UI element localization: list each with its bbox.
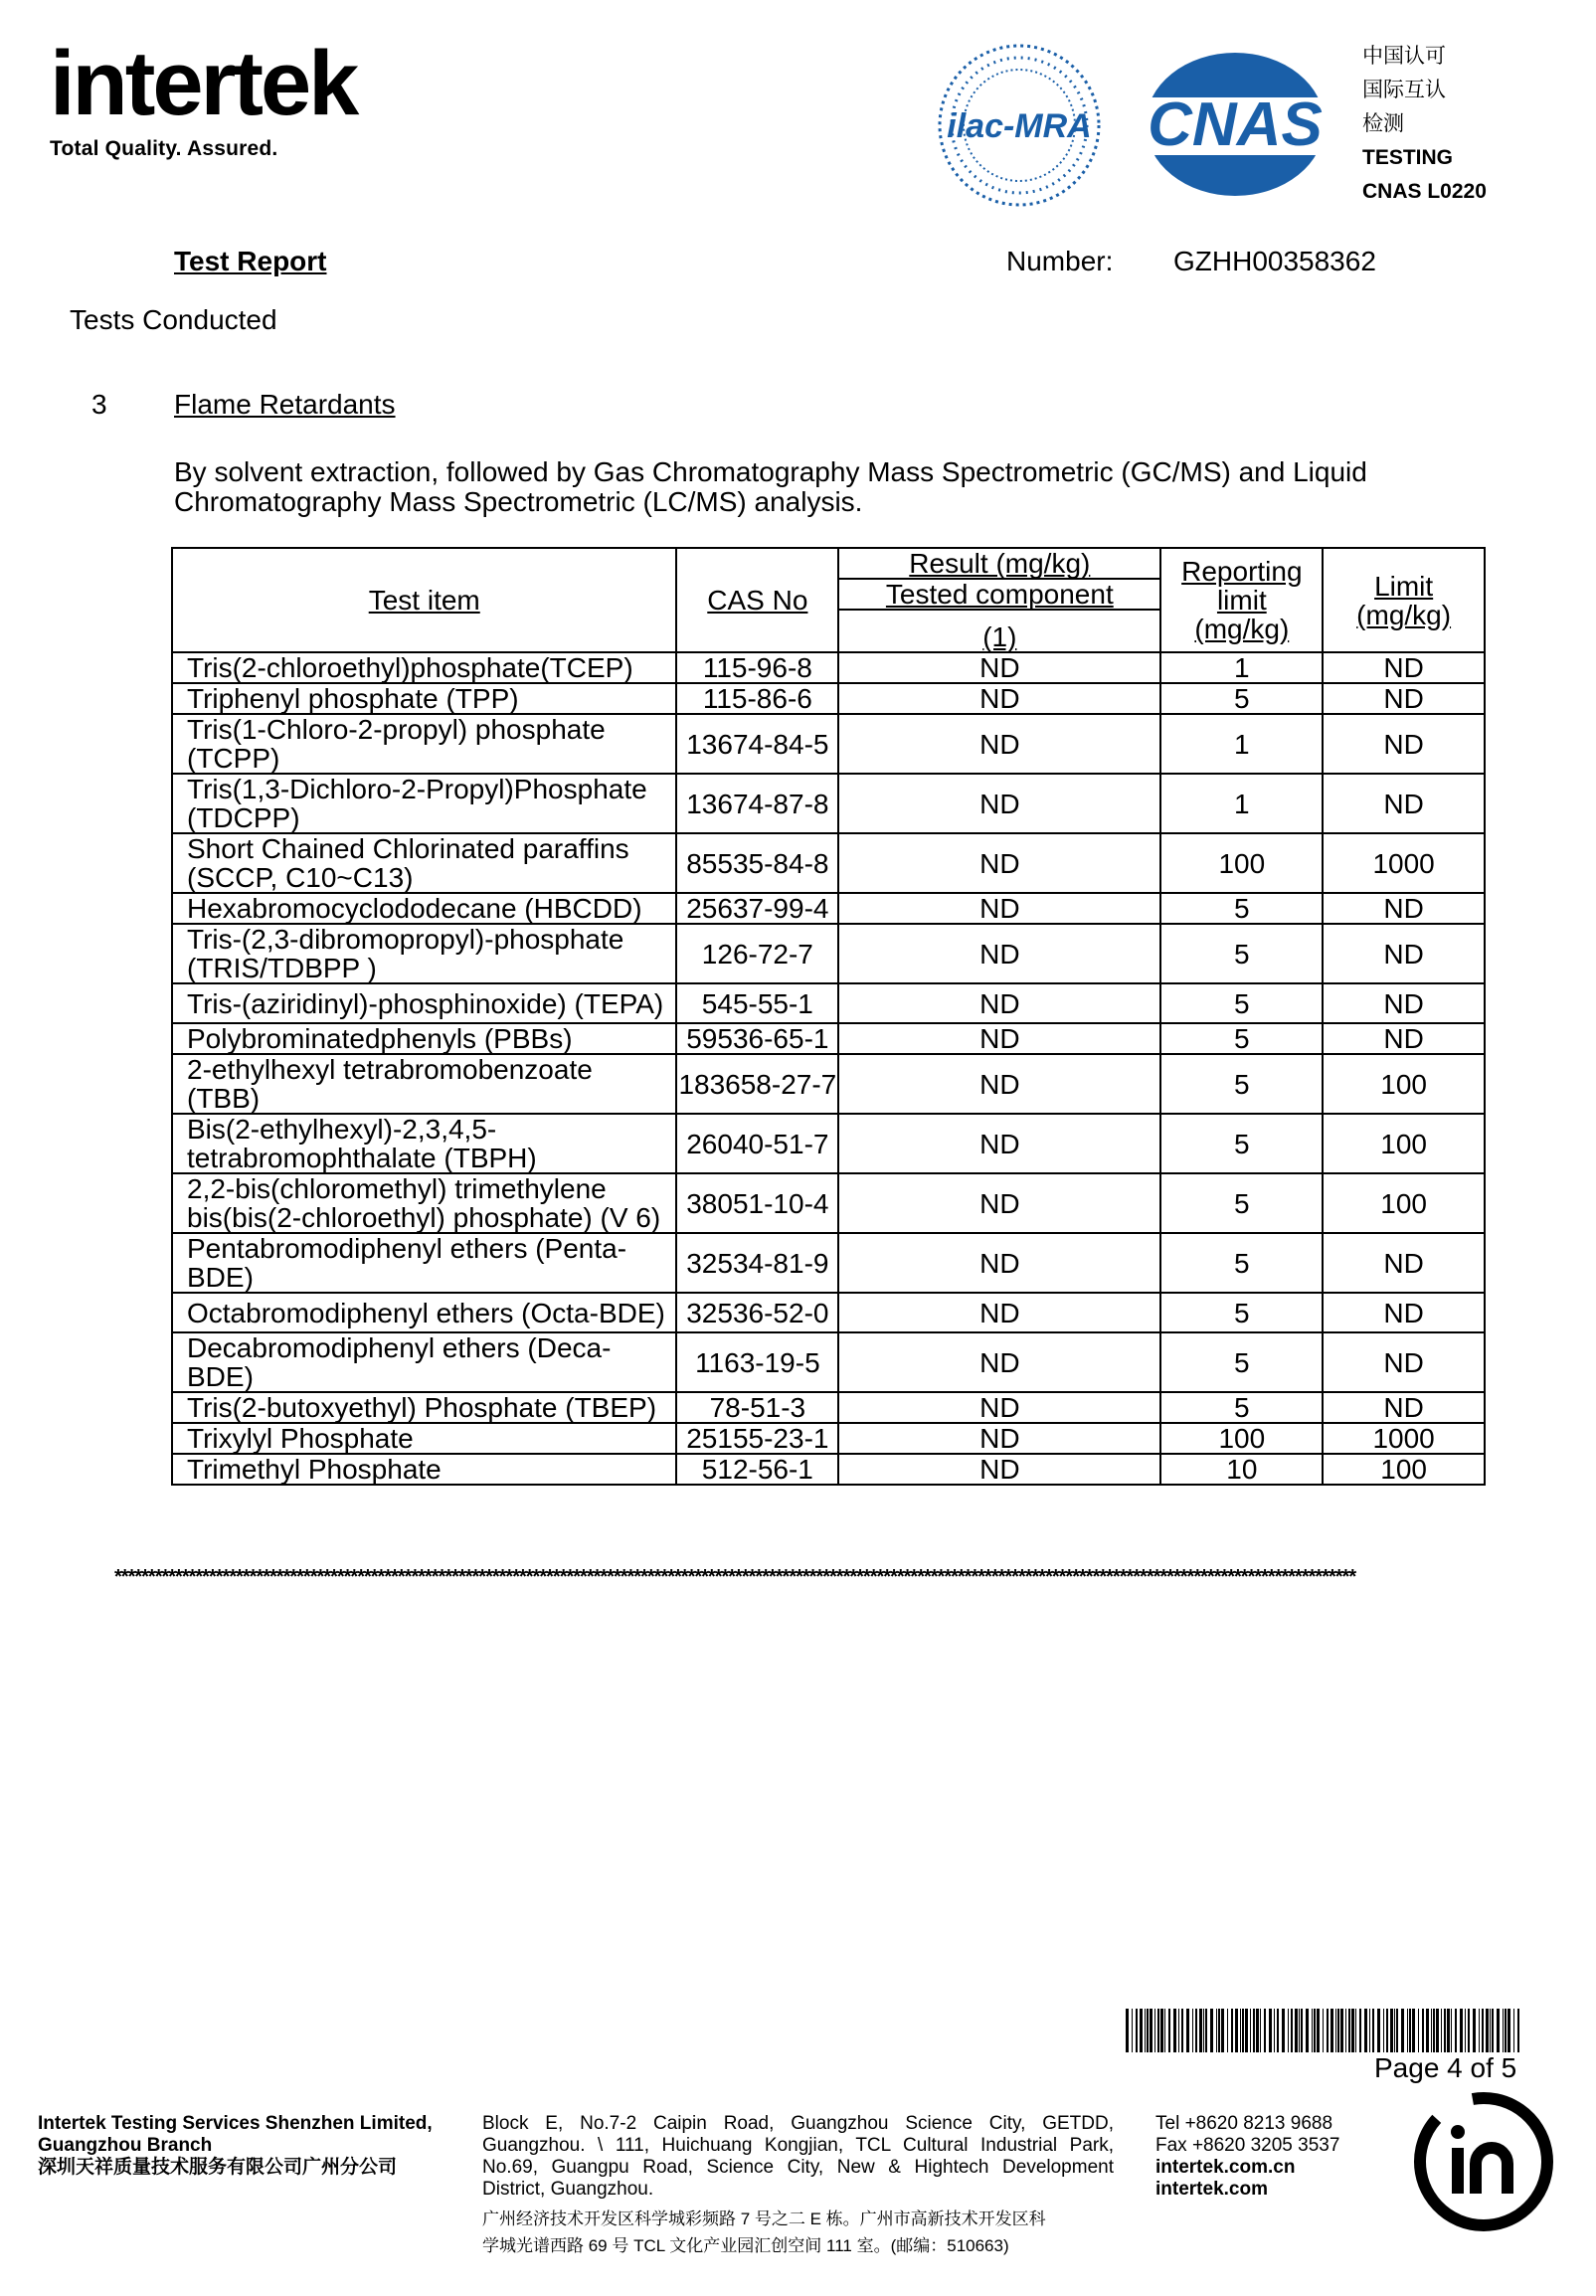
cell-result: ND [838, 1332, 1160, 1392]
cert-line: 中国认可 [1362, 45, 1446, 68]
cell-result: ND [838, 924, 1160, 983]
cell-limit: ND [1323, 774, 1485, 833]
cell-test-item: Tris(2-butoxyethyl) Phosphate (TBEP) [172, 1392, 676, 1423]
table-row [172, 833, 1485, 893]
footer-company [38, 2113, 433, 2179]
cell-limit: ND [1323, 983, 1485, 1023]
cell-test-item: Hexabromocyclododecane (HBCDD) [172, 893, 676, 924]
footer-address-cn [482, 2206, 1114, 2259]
cell-test-item: Decabromodiphenyl ethers (Deca-BDE) [172, 1332, 676, 1392]
cell-result: ND [838, 1114, 1160, 1173]
table-row [172, 1114, 1485, 1173]
table-row [172, 1423, 1485, 1454]
cell-test-item: Pentabromodiphenyl ethers (Penta-BDE) [172, 1233, 676, 1293]
cell-cas-no: 25637-99-4 [676, 893, 838, 924]
cell-cas-no: 183658-27-7 [676, 1054, 838, 1114]
cell-reporting-limit: 5 [1160, 1392, 1323, 1423]
header-limit: Limit (mg/kg) [1323, 548, 1485, 652]
company-line: Guangzhou Branch [38, 2135, 213, 2156]
cell-reporting-limit: 5 [1160, 1114, 1323, 1173]
cell-cas-no: 115-86-6 [676, 683, 838, 714]
logo-tagline: Total Quality. Assured. [50, 137, 278, 160]
table-row [172, 1293, 1485, 1332]
report-number-value: GZHH00358362 [1173, 246, 1376, 276]
cell-cas-no: 85535-84-8 [676, 833, 838, 893]
cell-test-item: Bis(2-ethylhexyl)-2,3,4,5-tetrabromophthalate (TBPH) [172, 1114, 676, 1173]
cnas-label: CNAS [1148, 90, 1323, 159]
cell-result: ND [838, 1454, 1160, 1485]
intertek-circle-logo-icon [1404, 2080, 1563, 2239]
cell-reporting-limit: 5 [1160, 683, 1323, 714]
cell-result: ND [838, 1293, 1160, 1332]
logo-wordmark: intertek [50, 33, 357, 134]
cell-limit: ND [1323, 1023, 1485, 1054]
table-row [172, 774, 1485, 833]
cell-cas-no: 32536-52-0 [676, 1293, 838, 1332]
cell-cas-no: 26040-51-7 [676, 1114, 838, 1173]
cell-result: ND [838, 1423, 1160, 1454]
cell-test-item: Tris-(aziridinyl)-phosphinoxide) (TEPA) [172, 983, 676, 1023]
cell-cas-no: 32534-81-9 [676, 1233, 838, 1293]
cert-testing: TESTING [1362, 146, 1454, 169]
cell-limit: 100 [1323, 1114, 1485, 1173]
cell-limit: ND [1323, 1293, 1485, 1332]
cell-test-item: 2-ethylhexyl tetrabromobenzoate (TBB) [172, 1054, 676, 1114]
cell-reporting-limit: 5 [1160, 1233, 1323, 1293]
cell-reporting-limit: 100 [1160, 833, 1323, 893]
cell-reporting-limit: 5 [1160, 1023, 1323, 1054]
cnas-seal-icon [1134, 48, 1337, 202]
cell-reporting-limit: 5 [1160, 893, 1323, 924]
cell-cas-no: 545-55-1 [676, 983, 838, 1023]
cell-cas-no: 78-51-3 [676, 1392, 838, 1423]
cell-reporting-limit: 1 [1160, 652, 1323, 683]
cert-line: 国际互认 [1362, 79, 1446, 101]
cell-limit: 1000 [1323, 1423, 1485, 1454]
cell-reporting-limit: 1 [1160, 714, 1323, 774]
results-table [171, 547, 1486, 1486]
cell-cas-no: 126-72-7 [676, 924, 838, 983]
table-row [172, 1054, 1485, 1114]
header-component-number: (1) [838, 610, 1160, 652]
cell-cas-no: 13674-84-5 [676, 714, 838, 774]
cell-test-item: Polybrominatedphenyls (PBBs) [172, 1023, 676, 1054]
cell-reporting-limit: 5 [1160, 1054, 1323, 1114]
method-description: By solvent extraction, followed by Gas Chromatography Mass Spectrometric (GC/MS) and Liquid Chromatography Mass Spectrometric (LC/MS) analysis. [174, 456, 1367, 517]
address-cn-line: 广州经济技术开发区科学城彩频路 7 号之二 E 栋。广州市高新技术开发区科 [482, 2209, 1046, 2228]
cell-reporting-limit: 5 [1160, 1332, 1323, 1392]
cell-limit: 100 [1323, 1054, 1485, 1114]
end-of-results-marker: **************************************************************************************************************************************************************************************** [114, 1566, 1356, 1588]
footer-fax: Fax +8620 3205 3537 [1155, 2135, 1340, 2156]
cell-cas-no: 59536-65-1 [676, 1023, 838, 1054]
cell-reporting-limit: 100 [1160, 1423, 1323, 1454]
ilac-mra-seal-icon [930, 40, 1109, 211]
cell-limit: ND [1323, 1392, 1485, 1423]
cert-code: CNAS L0220 [1362, 180, 1487, 203]
header-test-item: Test item [172, 548, 676, 652]
footer-address: Block E, No.7-2 Caipin Road, Guangzhou Science City, GETDD, Guangzhou. \ 111, Huichuang Kongjian, TCL Cultural Industrial Park, No.69, Guangpu Road, Science City, New & Hightech Development District, Guangzhou. [482, 2113, 1114, 2200]
cell-cas-no: 13674-87-8 [676, 774, 838, 833]
header-tested-component: Tested component [838, 579, 1160, 610]
cell-cas-no: 25155-23-1 [676, 1423, 838, 1454]
tests-conducted-heading: Tests Conducted [70, 304, 277, 335]
cell-reporting-limit: 1 [1160, 774, 1323, 833]
cell-limit: ND [1323, 714, 1485, 774]
cell-cas-no: 115-96-8 [676, 652, 838, 683]
address-cn-line: 学城光谱西路 69 号 TCL 文化产业园汇创空间 111 室。(邮编：510663) [482, 2236, 1009, 2255]
cell-limit: ND [1323, 1332, 1485, 1392]
page-number: Page 4 of 5 [1374, 2052, 1517, 2083]
cell-limit: 100 [1323, 1173, 1485, 1233]
cell-result: ND [838, 774, 1160, 833]
table-row [172, 714, 1485, 774]
table-row [172, 924, 1485, 983]
cell-test-item: Trimethyl Phosphate [172, 1454, 676, 1485]
ilac-label: ilac-MRA [947, 107, 1092, 145]
cell-reporting-limit: 5 [1160, 1293, 1323, 1332]
report-number-label: Number: [1006, 246, 1114, 276]
cell-reporting-limit: 5 [1160, 924, 1323, 983]
table-row [172, 1233, 1485, 1293]
cell-test-item: Tris-(2,3-dibromopropyl)-phosphate (TRIS/TDBPP ) [172, 924, 676, 983]
cell-result: ND [838, 1023, 1160, 1054]
company-line: 深圳天祥质量技术服务有限公司广州分公司 [38, 2157, 398, 2178]
intertek-logo [50, 33, 357, 161]
table-row [172, 652, 1485, 683]
cell-test-item: Triphenyl phosphate (TPP) [172, 683, 676, 714]
table-row [172, 1023, 1485, 1054]
company-line: Intertek Testing Services Shenzhen Limited, [38, 2113, 433, 2134]
cell-limit: ND [1323, 683, 1485, 714]
table-row [172, 1332, 1485, 1392]
cell-result: ND [838, 983, 1160, 1023]
cell-result: ND [838, 1173, 1160, 1233]
section-title: Flame Retardants [174, 389, 396, 420]
accreditation-block [1362, 40, 1487, 209]
barcode-icon [1126, 2009, 1521, 2052]
cell-result: ND [838, 1392, 1160, 1423]
cell-limit: ND [1323, 652, 1485, 683]
cell-result: ND [838, 833, 1160, 893]
cell-result: ND [838, 893, 1160, 924]
cell-test-item: Short Chained Chlorinated paraffins (SCCP, C10~C13) [172, 833, 676, 893]
cell-test-item: Tris(1-Chloro-2-propyl) phosphate (TCPP) [172, 714, 676, 774]
table-row [172, 1392, 1485, 1423]
cell-cas-no: 1163-19-5 [676, 1332, 838, 1392]
section-number: 3 [91, 389, 107, 420]
cell-result: ND [838, 714, 1160, 774]
cell-limit: ND [1323, 893, 1485, 924]
cell-reporting-limit: 10 [1160, 1454, 1323, 1485]
header-reporting-limit: Reporting limit (mg/kg) [1160, 548, 1323, 652]
footer-contact [1155, 2113, 1339, 2201]
cell-reporting-limit: 5 [1160, 983, 1323, 1023]
cell-result: ND [838, 1233, 1160, 1293]
cell-limit: 1000 [1323, 833, 1485, 893]
report-title: Test Report [174, 246, 327, 276]
cell-test-item: Tris(2-chloroethyl)phosphate(TCEP) [172, 652, 676, 683]
cell-limit: ND [1323, 1233, 1485, 1293]
table-row [172, 1173, 1485, 1233]
footer-web-cn: intertek.com.cn [1155, 2157, 1296, 2178]
cell-test-item: Octabromodiphenyl ethers (Octa-BDE) [172, 1293, 676, 1332]
cell-result: ND [838, 1054, 1160, 1114]
cell-cas-no: 38051-10-4 [676, 1173, 838, 1233]
cell-test-item: 2,2-bis(chloromethyl) trimethylene bis(bis(2-chloroethyl) phosphate) (V 6) [172, 1173, 676, 1233]
table-row [172, 893, 1485, 924]
footer-tel: Tel +8620 8213 9688 [1155, 2113, 1333, 2134]
cell-limit: 100 [1323, 1454, 1485, 1485]
header-result: Result (mg/kg) [838, 548, 1160, 579]
table-row [172, 1454, 1485, 1485]
footer-web: intertek.com [1155, 2179, 1268, 2200]
cell-limit: ND [1323, 924, 1485, 983]
cell-test-item: Trixylyl Phosphate [172, 1423, 676, 1454]
header-cas-no: CAS No [676, 548, 838, 652]
cell-result: ND [838, 652, 1160, 683]
cell-test-item: Tris(1,3-Dichloro-2-Propyl)Phosphate (TDCPP) [172, 774, 676, 833]
table-row [172, 983, 1485, 1023]
cert-line: 检测 [1362, 112, 1404, 135]
cell-cas-no: 512-56-1 [676, 1454, 838, 1485]
cell-reporting-limit: 5 [1160, 1173, 1323, 1233]
cell-result: ND [838, 683, 1160, 714]
table-row [172, 683, 1485, 714]
